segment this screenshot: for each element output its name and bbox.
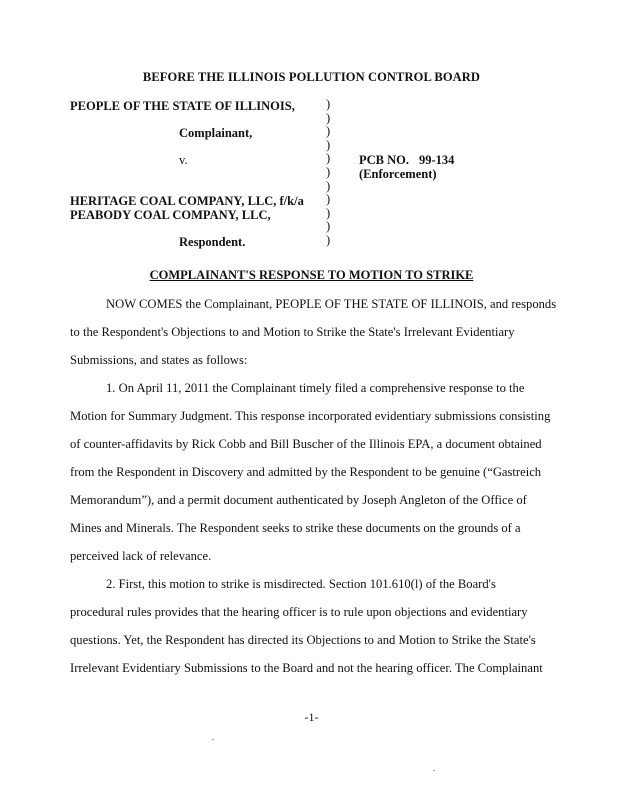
board-title: BEFORE THE ILLINOIS POLLUTION CONTROL BOARD [142,70,481,84]
body-line: Irrelevant Evidentiary Submissions to the Board and not the hearing officer. The Complainant [70,661,543,675]
body-line: perceived lack of relevance. [70,549,212,563]
body-line: 2. First, this motion to strike is misdirected. Section 101.610(l) of the Board's [106,577,496,591]
caption-defendant-line2: PEABODY COAL COMPANY, LLC, [70,208,271,222]
caption-versus: v. [179,153,188,167]
body-line: Submissions, and states as follows: [70,353,248,367]
body-line: procedural rules provides that the hearing officer is to rule upon objections and evidentiary [70,605,528,619]
body-line: Memorandum”), and a permit document authenticated by Joseph Angleton of the Office of [70,493,527,507]
body-line: 1. On April 11, 2011 the Complainant timely filed a comprehensive response to the [106,381,525,395]
case-type: (Enforcement) [359,167,437,181]
case-number: 99-134 [419,153,455,167]
document-heading: COMPLAINANT'S RESPONSE TO MOTION TO STRIKE [149,268,474,282]
caption-plaintiff: PEOPLE OF THE STATE OF ILLINOIS, [70,99,295,113]
body-line: Mines and Minerals. The Respondent seeks to strike these documents on the grounds of a [70,521,521,535]
caption-plaintiff-role: Complainant, [179,126,253,140]
scan-speck [433,770,435,771]
caption-parentheses: ) ) ) ) ) ) ) ) ) ) ) [326,97,331,247]
caption-defendant-role: Respondent. [179,235,246,249]
body-line: questions. Yet, the Respondent has directed its Objections to and Motion to Strike the State's [70,633,536,647]
page-number: -1- [304,710,319,724]
body-line: NOW COMES the Complainant, PEOPLE OF THE STATE OF ILLINOIS, and responds [106,297,557,311]
caption-defendant-line1: HERITAGE COAL COMPANY, LLC, f/k/a [70,194,304,208]
body-line: from the Respondent in Discovery and admitted by the Respondent to be genuine (“Gastreich [70,465,542,479]
body-line: to the Respondent's Objections to and Motion to Strike the State's Irrelevant Evidentiary [70,325,515,339]
body-line: of counter-affidavits by Rick Cobb and Bill Buscher of the Illinois EPA, a document obtained [70,437,542,451]
body-line: Motion for Summary Judgment. This response incorporated evidentiary submissions consisting [70,409,551,423]
case-number-label: PCB NO. [359,153,409,167]
scan-speck [212,739,214,740]
